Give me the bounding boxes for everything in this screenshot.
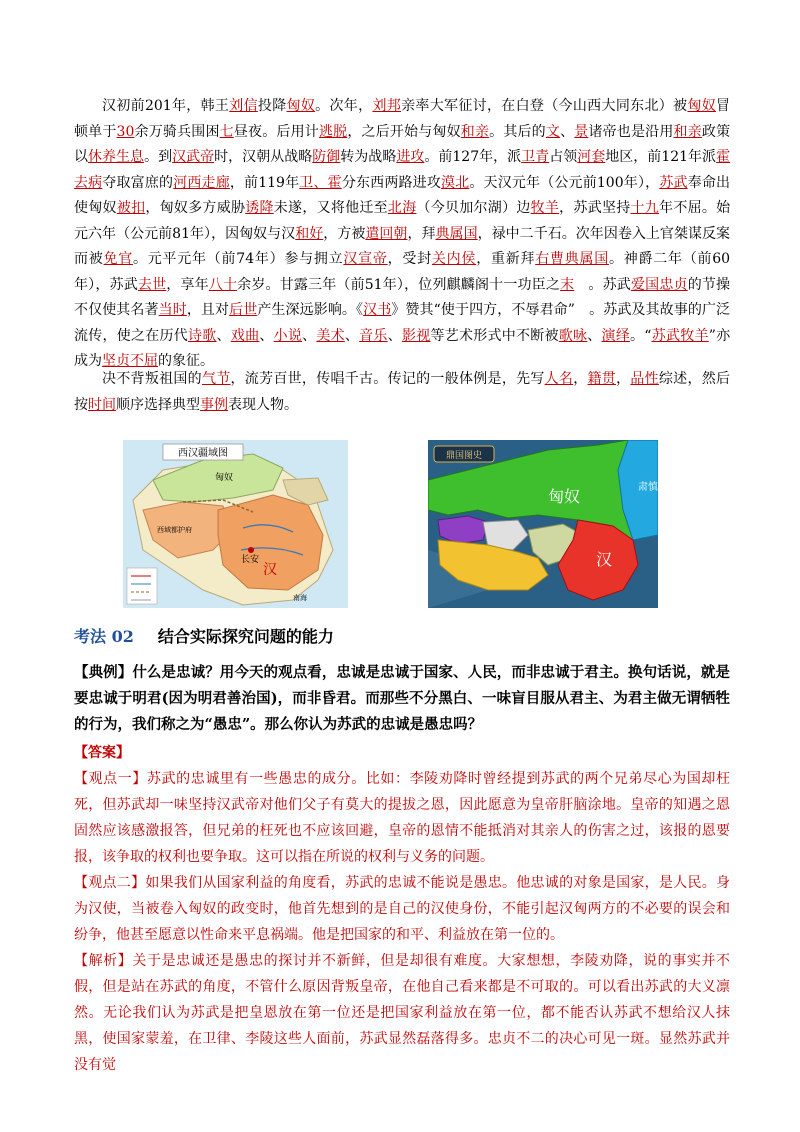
link-shijiu[interactable]: 十九 bbox=[630, 200, 660, 216]
map2-title: 鼎国图史 bbox=[445, 451, 483, 461]
link-shijian[interactable]: 时间 bbox=[88, 396, 116, 413]
text-run: 决不背叛祖国的 bbox=[102, 371, 202, 387]
link-muyang[interactable]: 牧羊 bbox=[530, 200, 560, 216]
text-run: 奉命出使匈奴 bbox=[74, 174, 730, 216]
link-qushi[interactable]: 去世 bbox=[137, 276, 167, 293]
link-xiaoshuo[interactable]: 小说 bbox=[273, 327, 303, 344]
answer-view-one: 【观点一】苏武的忠诚里有一些愚忠的成分。比如：李陵劝降时曾经提到苏武的两个兄弟尽心为国却枉死，但苏武却一味坚持汉武帝对他们父子有莫大的提拔之恩，因此愿意为皇帝肝脑涂地。皇帝的知遇之恩固然应该感激报答，但兄弟的枉死也不应该回避，皇帝的恩情不能抵消对其亲人的伤害之过，该报的恩要报，该争取的权利也要争取。这可以指在所说的权利与义务的问题。 bbox=[74, 771, 730, 865]
han-xiongnu-map-graphic bbox=[428, 440, 658, 608]
link-hexi[interactable]: 河西走廊 bbox=[173, 174, 230, 191]
text-run: ，苏武坚持 bbox=[559, 200, 631, 216]
link-qianhuichao[interactable]: 遣回朝 bbox=[365, 225, 408, 242]
link-30[interactable]: 30 bbox=[116, 123, 135, 140]
text-run: ，受封 bbox=[387, 251, 432, 267]
text-run: 分东西两路进攻 bbox=[341, 174, 442, 191]
link-shili[interactable]: 事例 bbox=[200, 396, 228, 413]
text-run: 、 bbox=[344, 327, 360, 344]
link-xiqu[interactable]: 戏曲 bbox=[230, 327, 260, 344]
text-run: 余岁。甘露三年（前51年），位列麒麟阁十一功臣之 bbox=[237, 276, 561, 293]
link-hanshu[interactable]: 汉书 bbox=[363, 302, 392, 318]
text-run: ，禄中二千石。次年因卷入上官桀谋反案而被 bbox=[74, 225, 731, 267]
text-run: 。“ bbox=[630, 327, 652, 344]
link-liuxin[interactable]: 刘信 bbox=[229, 98, 258, 114]
text-run: 时，汉朝从战略 bbox=[214, 149, 313, 165]
text-run: ，重新拜 bbox=[476, 251, 536, 267]
map1-western-regions-label: 西域都护府 bbox=[157, 526, 192, 534]
section-heading bbox=[74, 624, 334, 647]
link-xiuyang[interactable]: 休养生息 bbox=[88, 149, 145, 165]
answer-analysis: 【解析】关于是忠诚还是愚忠的探讨并不新鲜，但是却很有难度。大家想想，李陵劝降，说的事实并不假，但是站在苏武的角度，不管什么原因背叛皇帝，在他自己看来都是不可取的。可以看出苏武的大义凛然。无论我们认为苏武是把皇恩放在第一位还是把国家利益放在第一位，都不能否认苏武不想给汉人抹黑，使国家蒙羞，在卫律、李陵这些人面前，苏武显然磊落得多。忠贞不二的决心可见一斑。显然苏武并没有觉 bbox=[74, 953, 730, 1073]
text-run: 的象征。 bbox=[158, 353, 214, 369]
text-run: 。元平元年（前74年）参与拥立 bbox=[133, 251, 344, 267]
text-run: 。神爵二年（前60年），苏武 bbox=[74, 251, 731, 293]
text-run: 综述，然后按 bbox=[74, 371, 731, 413]
text-run: 。次年， bbox=[315, 98, 373, 114]
answer-label: 【答案】 bbox=[74, 745, 130, 761]
text-run: 产生深远影响。《 bbox=[257, 302, 364, 318]
text-run: 、 bbox=[259, 327, 274, 344]
text-run: ，方被 bbox=[323, 225, 366, 242]
text-run: 年不屈。始元六年（公元前81年），因匈奴与汉 bbox=[74, 200, 731, 242]
map2-xiongnu-label: 匈奴 bbox=[548, 487, 581, 506]
text-run: ，流芳百世，传唱千古。传记的一般体例是，先写 bbox=[230, 371, 545, 387]
text-run: ， bbox=[616, 371, 631, 387]
link-jianzhen[interactable]: 坚贞不屈 bbox=[102, 353, 158, 369]
link-xiongnu[interactable]: 匈奴 bbox=[687, 98, 717, 114]
text-run: 转为战略 bbox=[340, 149, 397, 165]
link-xiongnu[interactable]: 匈奴 bbox=[286, 98, 316, 114]
intro-paragraph-2 bbox=[74, 367, 730, 418]
link-beikou[interactable]: 被扣 bbox=[116, 200, 146, 216]
text-run: ，拜 bbox=[407, 225, 436, 242]
link-heqin[interactable]: 和亲 bbox=[673, 123, 702, 140]
text-run: （今贝加尔湖）边 bbox=[416, 200, 531, 216]
link-bashi[interactable]: 八十 bbox=[208, 276, 238, 293]
text-run: 。其后的 bbox=[489, 123, 546, 140]
text-run: ， bbox=[573, 371, 588, 387]
link-jiguan[interactable]: 籍贯 bbox=[587, 371, 617, 387]
map1-capital-label: 长安 bbox=[241, 555, 260, 565]
link-jing[interactable]: 景 bbox=[574, 123, 589, 140]
link-taotuo[interactable]: 逃脱 bbox=[318, 123, 348, 140]
link-fangyu[interactable]: 防御 bbox=[312, 149, 341, 165]
text-run: 表现人物。 bbox=[228, 396, 298, 413]
text-run: 夺取富庶的 bbox=[102, 174, 174, 191]
text-run: ，之后开始与匈奴 bbox=[347, 123, 461, 140]
text-run: ，享年 bbox=[166, 276, 209, 293]
text-run: 顺序选择典型 bbox=[116, 396, 200, 413]
link-qijie[interactable]: 气节 bbox=[201, 371, 231, 387]
answer-view-two: 【观点二】如果我们从国家利益的角度看，苏武的忠诚不能说是愚忠。他忠诚的对象是国家，是人民。身为汉使，当被卷入匈奴的政变时，他首先想到的是自己的汉使身份，不能引起汉匈两方的不必要的误会和纷争，他甚至愿意以性命来平息祸端。他是把国家的和平、利益放在第一位的。 bbox=[74, 875, 730, 943]
link-renming[interactable]: 人名 bbox=[544, 371, 574, 387]
text-run: 、 bbox=[387, 327, 402, 344]
link-youxiang[interactable]: 诱降 bbox=[245, 200, 274, 216]
text-run: 地区，前121年派 bbox=[605, 149, 717, 165]
han-xiongnu-map bbox=[428, 440, 658, 608]
text-run: 。天汉元年（公元前100年）， bbox=[469, 174, 660, 191]
map-figures bbox=[0, 440, 800, 610]
text-run: ”亦成为 bbox=[74, 327, 731, 369]
text-run: 等艺术形式中不断被 bbox=[430, 327, 559, 344]
section-number: 考法 02 bbox=[74, 627, 134, 646]
link-mobei[interactable]: 漠北 bbox=[441, 174, 470, 191]
text-run: 投降 bbox=[257, 98, 287, 114]
section-title: 结合实际探究问题的能力 bbox=[157, 627, 334, 646]
link-geyong[interactable]: 歌咏 bbox=[558, 327, 588, 344]
link-weiqing[interactable]: 卫青 bbox=[521, 149, 550, 165]
link-meishu[interactable]: 美术 bbox=[316, 327, 345, 344]
text-run: 、 bbox=[560, 123, 575, 140]
link-hanwudi[interactable]: 汉武帝 bbox=[172, 149, 215, 165]
link-hanxuandi[interactable]: 汉宣帝 bbox=[343, 251, 388, 267]
text-run: 。苏武 bbox=[574, 276, 631, 293]
link-yanyi[interactable]: 演绎 bbox=[601, 327, 631, 344]
link-weihuo[interactable]: 卫、霍 bbox=[299, 174, 342, 191]
link-suwu[interactable]: 苏武 bbox=[659, 174, 688, 191]
text-run: 政策以 bbox=[74, 123, 731, 165]
link-shige[interactable]: 诗歌 bbox=[188, 327, 217, 344]
text-run: 、 bbox=[302, 327, 317, 344]
link-yingshi[interactable]: 影视 bbox=[401, 327, 431, 344]
text-run: 、 bbox=[587, 327, 602, 344]
text-run: 诸帝也是沿用 bbox=[588, 123, 674, 140]
text-run: 》赞其“使于四方，不辱君命” 。苏武及其故事的广泛流传，使之在历代 bbox=[74, 302, 731, 344]
text-run: 余万骑兵围困 bbox=[134, 123, 220, 140]
link-liubang[interactable]: 刘邦 bbox=[372, 98, 402, 114]
link-houshi[interactable]: 后世 bbox=[229, 302, 258, 318]
text-run: 亲率大军征讨，在白登（今山西大同东北）被 bbox=[401, 98, 688, 114]
map2-han-label: 汉 bbox=[596, 550, 613, 569]
text-run: 汉初前201年，韩王 bbox=[102, 98, 230, 114]
western-han-map bbox=[123, 440, 348, 608]
link-guanneihou[interactable]: 关内侯 bbox=[431, 251, 477, 267]
link-huoqubing[interactable]: 霍去病 bbox=[74, 149, 731, 191]
link-jingong[interactable]: 进攻 bbox=[396, 149, 425, 165]
example-question: 【典例】什么是忠诚？用今天的观点看，忠诚是忠诚于国家、人民，而非忠诚于君主。换句话说，就是要忠诚于明君(因为明君善治国)，而非昏君。而那些不分黑白、一味盲目服从君主、为君主做无谓牺牲的行为，我们称之为“愚忠”。那么你认为苏武的忠诚是愚忠吗？ bbox=[74, 664, 730, 733]
map1-title: 西汉疆域图 bbox=[178, 448, 228, 459]
text-run: ，且对 bbox=[186, 302, 230, 318]
map1-empire-label: 汉 bbox=[263, 562, 277, 578]
link-wen[interactable]: 文 bbox=[545, 123, 561, 140]
link-hehao[interactable]: 和好 bbox=[295, 225, 324, 242]
link-suwumuyang[interactable]: 苏武牧羊 bbox=[651, 327, 709, 344]
text-run: 占领 bbox=[549, 149, 578, 165]
link-hetao[interactable]: 河套 bbox=[577, 149, 606, 165]
link-heqin[interactable]: 和亲 bbox=[460, 123, 490, 140]
text-run: 。到 bbox=[144, 149, 173, 165]
text-run: ，前119年 bbox=[229, 174, 300, 191]
intro-paragraph bbox=[74, 94, 730, 375]
link-dangshi[interactable]: 当时 bbox=[158, 302, 187, 318]
text-run: 、 bbox=[216, 327, 231, 344]
text-run: 冒顿单于 bbox=[74, 98, 731, 140]
map1-south-sea-label: 南海 bbox=[293, 594, 307, 602]
text-run: 未遂，又将他迁至 bbox=[273, 200, 388, 216]
western-han-map-graphic bbox=[123, 440, 348, 608]
link-beihai[interactable]: 北海 bbox=[387, 200, 417, 216]
link-yinyue[interactable]: 音乐 bbox=[359, 327, 388, 344]
text-run: 。前127年，派 bbox=[424, 149, 522, 165]
link-qi[interactable]: 七 bbox=[219, 123, 234, 140]
text-run: ，匈奴多方威胁 bbox=[145, 200, 246, 216]
link-aiguo[interactable]: 爱国忠贞 bbox=[630, 276, 688, 293]
map1-north-label: 匈奴 bbox=[215, 473, 234, 483]
link-mo[interactable]: 末 bbox=[560, 276, 575, 293]
link-dianshuguo[interactable]: 典属国 bbox=[435, 225, 478, 242]
text-run: 的节操不仅使其名著 bbox=[74, 276, 731, 318]
link-pinxing[interactable]: 品性 bbox=[630, 371, 659, 387]
map2-sushen-label: 肃慎 bbox=[638, 482, 658, 493]
link-youcao[interactable]: 右曹典属国 bbox=[535, 251, 609, 267]
link-mianguan[interactable]: 免官 bbox=[103, 251, 134, 267]
text-run: 昼夜。后用计 bbox=[233, 123, 319, 140]
